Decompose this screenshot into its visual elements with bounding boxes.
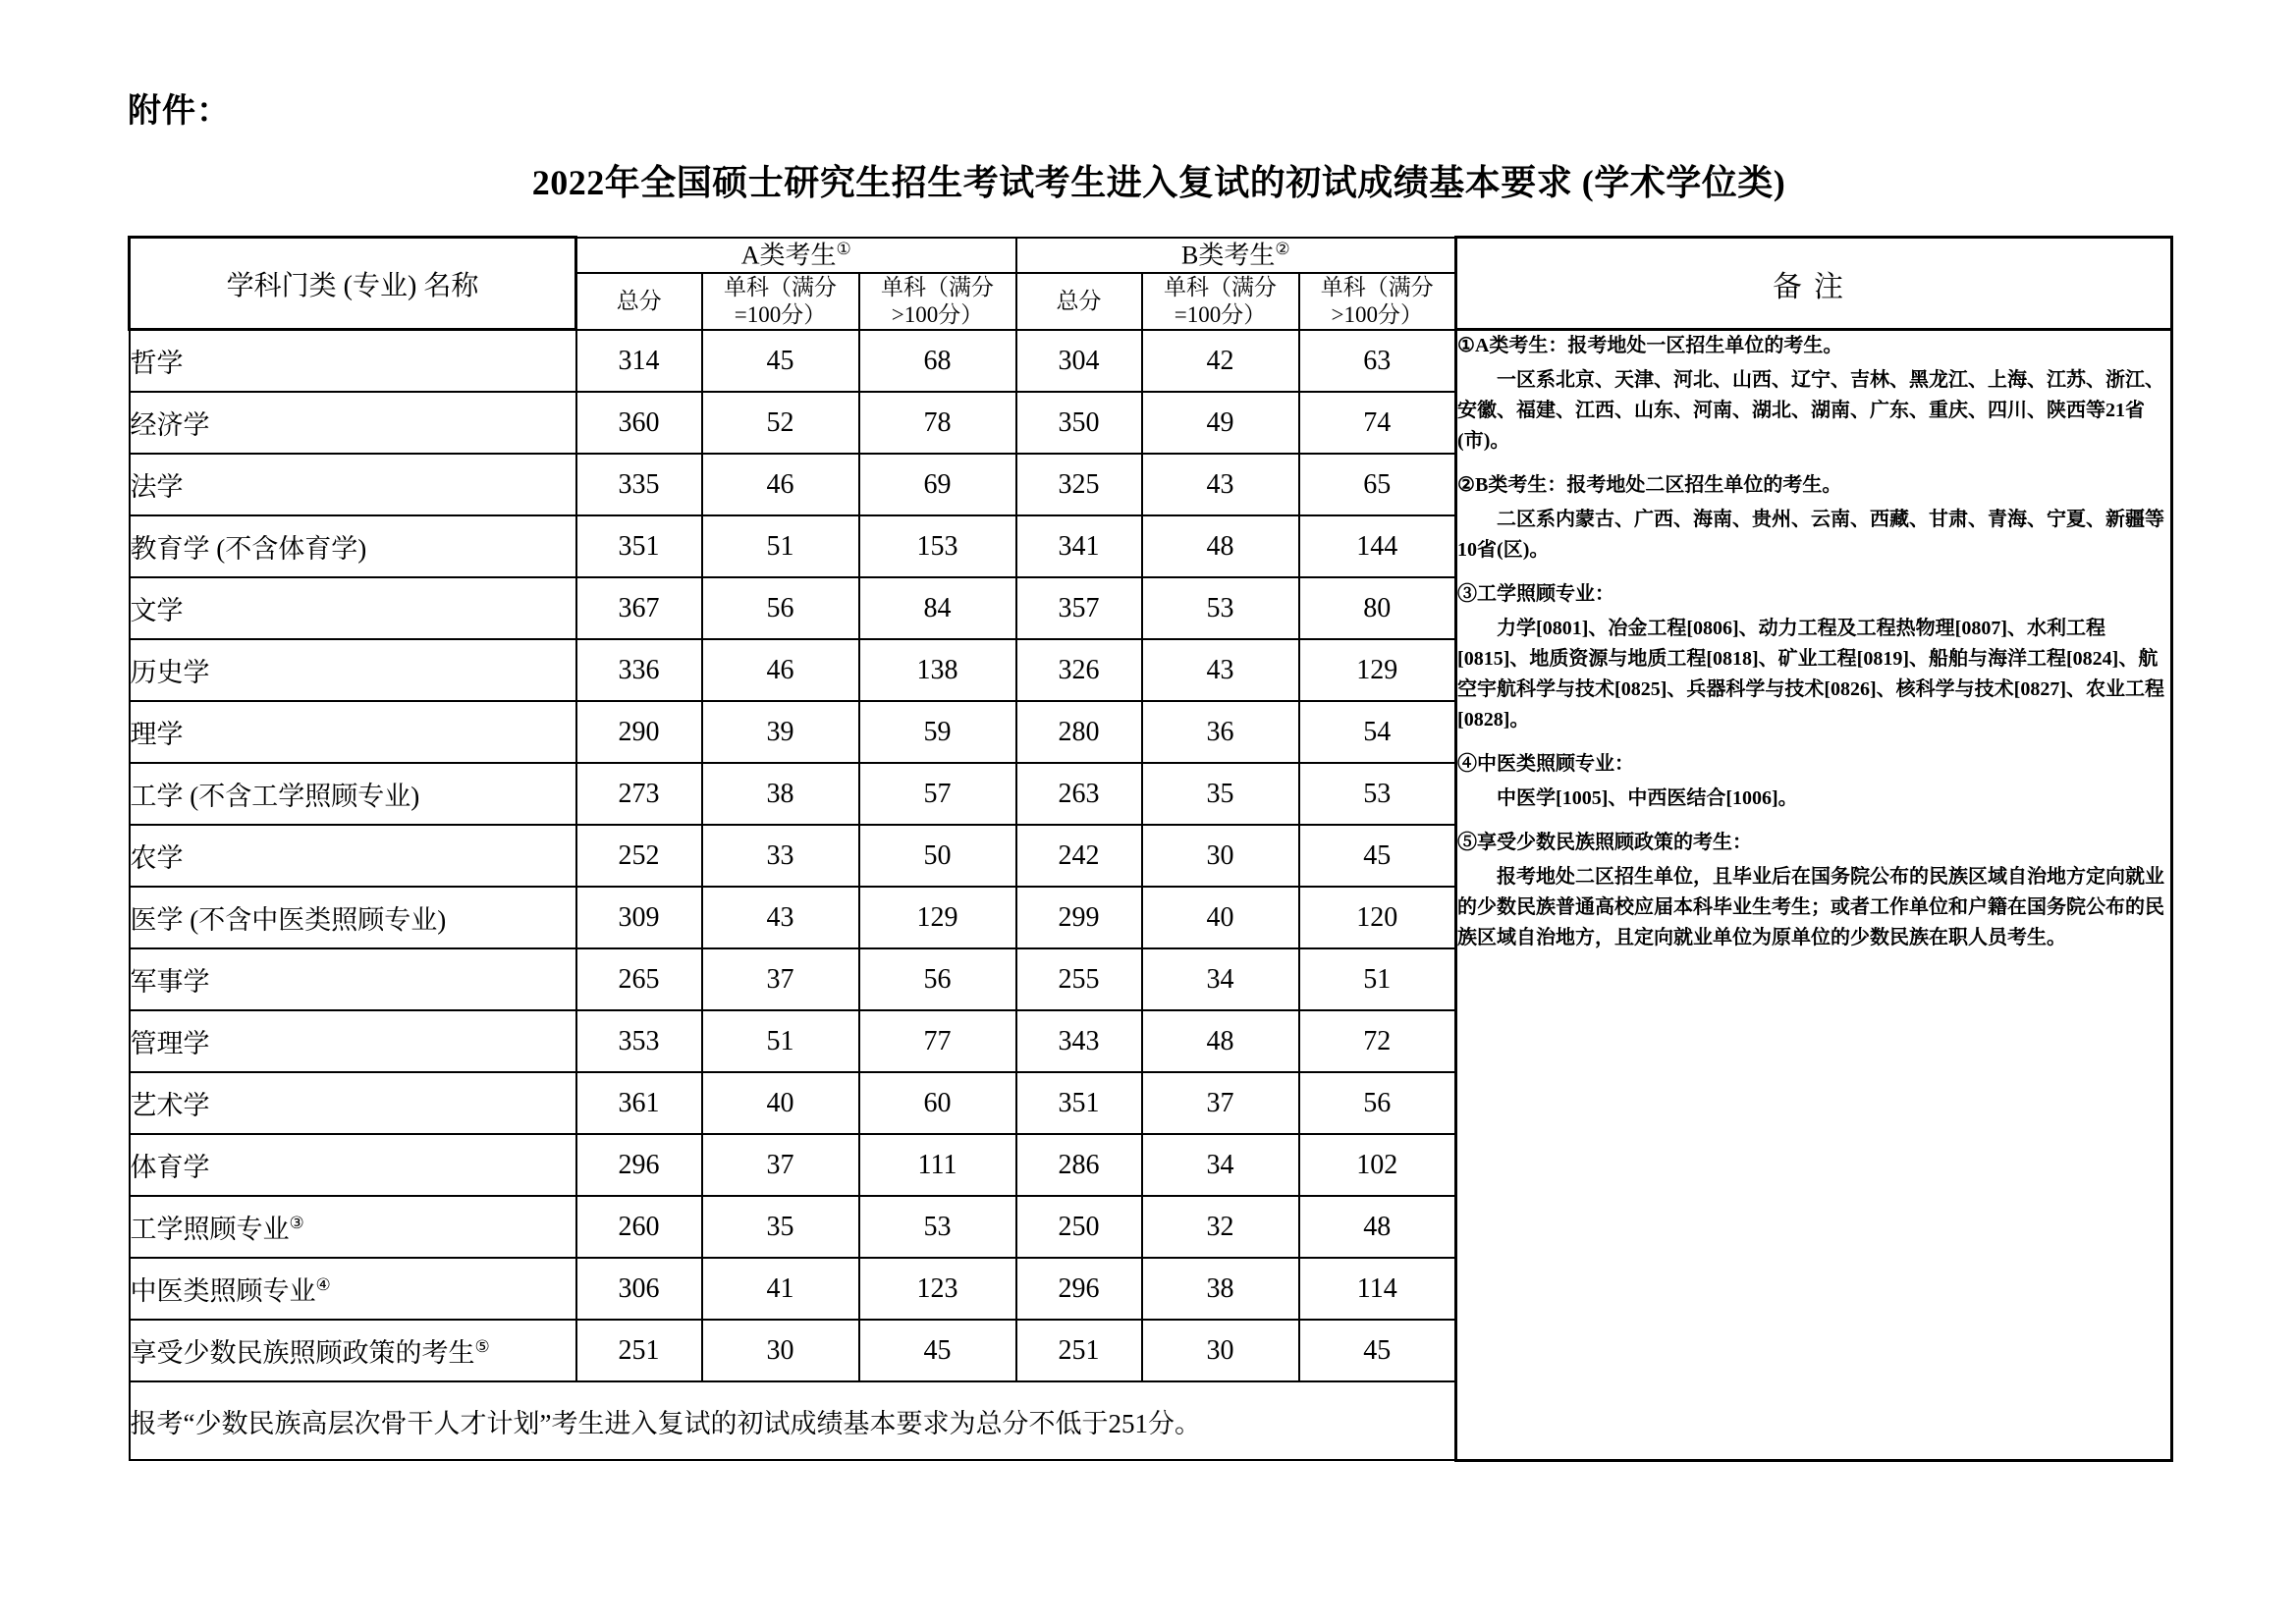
header-a-single-gt100 [859, 273, 1016, 330]
cell-b-eq: 30 [1142, 1320, 1299, 1381]
cell-a-eq: 37 [702, 948, 859, 1010]
cell-b-gt: 56 [1299, 1072, 1456, 1134]
row-discipline-name [130, 1258, 576, 1320]
row-name-text: 教育学 (不含体育学) [130, 534, 367, 565]
row-discipline-name [130, 825, 576, 887]
cell-a-total: 260 [576, 1196, 702, 1258]
cell-a-total: 306 [576, 1258, 702, 1320]
cell-a-gt: 138 [859, 639, 1016, 701]
cell-b-eq: 36 [1142, 701, 1299, 763]
cell-b-gt: 80 [1299, 577, 1456, 639]
cell-b-eq: 40 [1142, 887, 1299, 948]
cell-a-eq: 33 [702, 825, 859, 887]
cell-a-eq: 46 [702, 639, 859, 701]
cell-b-gt: 74 [1299, 392, 1456, 454]
row-name-text: 法学 [130, 472, 184, 503]
cell-b-total: 250 [1016, 1196, 1142, 1258]
cell-b-eq: 30 [1142, 825, 1299, 887]
cell-a-total: 336 [576, 639, 702, 701]
cell-a-gt: 57 [859, 763, 1016, 825]
row-discipline-name [130, 515, 576, 577]
cell-b-gt: 72 [1299, 1010, 1456, 1072]
cell-b-total: 351 [1016, 1072, 1142, 1134]
row-name-superscript: ⑤ [474, 1337, 490, 1357]
cell-b-total: 350 [1016, 392, 1142, 454]
header-b-gt-line2: >100分） [1331, 301, 1424, 327]
row-name-text: 军事学 [130, 967, 210, 998]
row-name-text: 工学照顾专业 [130, 1215, 290, 1245]
cell-b-gt: 63 [1299, 330, 1456, 393]
row-name-superscript: ④ [315, 1275, 331, 1295]
cell-b-eq: 49 [1142, 392, 1299, 454]
cell-b-gt: 120 [1299, 887, 1456, 948]
cell-b-gt: 129 [1299, 639, 1456, 701]
row-name-text: 工学 (不含工学照顾专业) [130, 782, 420, 812]
cell-a-gt: 56 [859, 948, 1016, 1010]
cell-a-gt: 69 [859, 454, 1016, 515]
cell-a-total: 265 [576, 948, 702, 1010]
row-name-text: 享受少数民族照顾政策的考生 [130, 1338, 475, 1369]
cell-a-total: 314 [576, 330, 702, 393]
header-group-b [1016, 238, 1456, 273]
row-name-text: 经济学 [130, 410, 210, 441]
row-discipline-name [130, 1072, 576, 1134]
row-discipline-name [130, 577, 576, 639]
row-discipline-name [130, 763, 576, 825]
row-discipline-name [130, 392, 576, 454]
cell-a-total: 351 [576, 515, 702, 577]
cell-a-total: 361 [576, 1072, 702, 1134]
header-a-total: 总分 [576, 273, 702, 330]
cell-b-gt: 144 [1299, 515, 1456, 577]
cell-b-total: 242 [1016, 825, 1142, 887]
cell-a-total: 309 [576, 887, 702, 948]
header-group-a-label: A类考生 [740, 241, 837, 270]
row-name-superscript: ③ [289, 1214, 304, 1233]
cell-b-gt: 48 [1299, 1196, 1456, 1258]
header-group-a [576, 238, 1016, 273]
cell-b-gt: 45 [1299, 825, 1456, 887]
cell-a-eq: 56 [702, 577, 859, 639]
cell-a-total: 290 [576, 701, 702, 763]
cell-a-total: 367 [576, 577, 702, 639]
cell-b-total: 286 [1016, 1134, 1142, 1196]
remark-n1-title: ①A类考生：报考地处一区招生单位的考生。 [1457, 335, 1843, 357]
header-group-b-label: B类考生 [1180, 241, 1276, 270]
cell-a-total: 251 [576, 1320, 702, 1381]
cell-b-total: 263 [1016, 763, 1142, 825]
row-discipline-name [130, 948, 576, 1010]
cell-a-eq: 52 [702, 392, 859, 454]
remark-n3-body: 力学[0801]、冶金工程[0806]、动力工程及工程热物理[0807]、水利工程[0815]、地质资源与地质工程[0818]、矿业工程[0819]、船舶与海洋工程[0824]、航空宇航科学与技术[0825]、兵器科学与技术[0826]、核科学与技术[0827]、农业工程[0828]。 [1457, 618, 2165, 731]
header-b-gt-line1: 单科（满分 [1320, 274, 1434, 299]
cell-b-total: 304 [1016, 330, 1142, 393]
row-discipline-name [130, 454, 576, 515]
remark-n4-body: 中医学[1005]、中西医结合[1006]。 [1497, 787, 1798, 810]
cell-b-eq: 38 [1142, 1258, 1299, 1320]
header-a-gt-line2: >100分） [891, 301, 984, 327]
row-name-text: 农学 [130, 843, 184, 874]
cell-b-eq: 32 [1142, 1196, 1299, 1258]
cell-a-eq: 37 [702, 1134, 859, 1196]
remark-n1-body: 一区系北京、天津、河北、山西、辽宁、吉林、黑龙江、上海、江苏、浙江、安徽、福建、江西、山东、河南、湖北、湖南、广东、重庆、四川、陕西等21省 (市)。 [1457, 369, 2165, 453]
row-name-text: 历史学 [130, 658, 210, 688]
cell-b-total: 357 [1016, 577, 1142, 639]
row-name-text: 理学 [130, 720, 184, 750]
row-discipline-name [130, 1134, 576, 1196]
cell-a-total: 273 [576, 763, 702, 825]
row-name-text: 文学 [130, 596, 184, 626]
cell-b-total: 296 [1016, 1258, 1142, 1320]
remarks-text [1457, 331, 2170, 953]
cell-b-eq: 43 [1142, 454, 1299, 515]
row-discipline-name [130, 639, 576, 701]
header-b-eq-line1: 单科（满分 [1164, 274, 1278, 299]
cell-a-eq: 41 [702, 1258, 859, 1320]
cell-a-gt: 123 [859, 1258, 1016, 1320]
cell-a-gt: 53 [859, 1196, 1016, 1258]
cell-a-gt: 59 [859, 701, 1016, 763]
cell-a-total: 335 [576, 454, 702, 515]
cell-a-gt: 84 [859, 577, 1016, 639]
cell-a-gt: 78 [859, 392, 1016, 454]
header-a-single-eq100 [702, 273, 859, 330]
page-title: 2022年全国硕士研究生招生考试考生进入复试的初试成绩基本要求 (学术学位类) [531, 163, 1786, 202]
row-name-text: 艺术学 [130, 1091, 210, 1121]
row-name-text: 哲学 [130, 349, 184, 379]
table-header-row-1 [130, 238, 2172, 273]
cell-a-gt: 50 [859, 825, 1016, 887]
cell-b-total: 299 [1016, 887, 1142, 948]
remark-n5-title: ⑤享受少数民族照顾政策的考生： [1457, 832, 1753, 854]
cell-b-eq: 48 [1142, 515, 1299, 577]
cell-a-eq: 51 [702, 1010, 859, 1072]
header-a-gt-line1: 单科（满分 [881, 274, 994, 299]
cell-a-gt: 111 [859, 1134, 1016, 1196]
cell-a-eq: 38 [702, 763, 859, 825]
remark-n3-title: ③工学照顾专业： [1457, 583, 1615, 606]
cell-b-total: 251 [1016, 1320, 1142, 1381]
row-name-text: 体育学 [130, 1153, 210, 1183]
cell-b-eq: 35 [1142, 763, 1299, 825]
cell-b-eq: 53 [1142, 577, 1299, 639]
cell-b-gt: 51 [1299, 948, 1456, 1010]
cell-a-total: 252 [576, 825, 702, 887]
row-discipline-name [130, 1320, 576, 1381]
row-discipline-name [130, 1196, 576, 1258]
cell-a-eq: 46 [702, 454, 859, 515]
header-b-single-gt100 [1299, 273, 1456, 330]
cell-a-eq: 51 [702, 515, 859, 577]
table-body [130, 330, 2172, 1461]
cell-b-total: 325 [1016, 454, 1142, 515]
cell-b-eq: 48 [1142, 1010, 1299, 1072]
cell-a-total: 296 [576, 1134, 702, 1196]
cell-a-eq: 35 [702, 1196, 859, 1258]
cell-b-eq: 34 [1142, 948, 1299, 1010]
table-row [130, 330, 2172, 393]
header-a-eq-line2: =100分） [734, 301, 827, 327]
remarks-cell [1456, 330, 2172, 1461]
cell-a-eq: 39 [702, 701, 859, 763]
remark-n2-body: 二区系内蒙古、广西、海南、贵州、云南、西藏、甘肃、青海、宁夏、新疆等10省(区)。 [1457, 509, 2165, 562]
cell-b-eq: 34 [1142, 1134, 1299, 1196]
cell-b-gt: 65 [1299, 454, 1456, 515]
cell-b-gt: 53 [1299, 763, 1456, 825]
cell-b-total: 341 [1016, 515, 1142, 577]
remark-n2-title: ②B类考生：报考地处二区招生单位的考生。 [1457, 474, 1842, 497]
cell-b-total: 280 [1016, 701, 1142, 763]
cell-a-eq: 45 [702, 330, 859, 393]
cell-a-total: 360 [576, 392, 702, 454]
cell-a-eq: 40 [702, 1072, 859, 1134]
row-discipline-name [130, 701, 576, 763]
attachment-label: 附件： [128, 93, 231, 130]
cell-b-eq: 37 [1142, 1072, 1299, 1134]
cell-b-eq: 43 [1142, 639, 1299, 701]
header-b-single-eq100 [1142, 273, 1299, 330]
header-b-total: 总分 [1016, 273, 1142, 330]
cell-b-gt: 114 [1299, 1258, 1456, 1320]
table-footnote: 报考“少数民族高层次骨干人才计划”考生进入复试的初试成绩基本要求为总分不低于251分。 [130, 1381, 1456, 1460]
remark-n4-title: ④中医类照顾专业： [1457, 753, 1635, 776]
header-a-eq-line1: 单科（满分 [724, 274, 837, 299]
cell-a-gt: 45 [859, 1320, 1016, 1381]
row-name-text: 医学 (不含中医类照顾专业) [130, 905, 447, 936]
cell-a-eq: 30 [702, 1320, 859, 1381]
cell-a-gt: 77 [859, 1010, 1016, 1072]
cell-b-total: 343 [1016, 1010, 1142, 1072]
cell-b-total: 326 [1016, 639, 1142, 701]
header-b-eq-line2: =100分） [1174, 301, 1267, 327]
row-name-text: 管理学 [130, 1029, 210, 1059]
cell-a-gt: 129 [859, 887, 1016, 948]
row-name-text: 中医类照顾专业 [130, 1276, 316, 1307]
cell-b-gt: 54 [1299, 701, 1456, 763]
cell-a-gt: 68 [859, 330, 1016, 393]
cell-b-eq: 42 [1142, 330, 1299, 393]
cell-b-total: 255 [1016, 948, 1142, 1010]
header-group-a-sup: ① [836, 239, 851, 258]
header-discipline: 学科门类 (专业) 名称 [130, 238, 576, 330]
cell-a-eq: 43 [702, 887, 859, 948]
cell-a-total: 353 [576, 1010, 702, 1072]
row-discipline-name [130, 1010, 576, 1072]
cell-b-gt: 45 [1299, 1320, 1456, 1381]
cell-a-gt: 60 [859, 1072, 1016, 1134]
header-remark: 备注 [1456, 238, 2172, 330]
remark-n5-body: 报考地处二区招生单位，且毕业后在国务院公布的民族区域自治地方定向就业的少数民族普通高校应届本科毕业生考生；或者工作单位和户籍在国务院公布的民族区域自治地方，且定向就业单位为原单位的少数民族在职人员考生。 [1457, 866, 2165, 949]
header-group-b-sup: ② [1275, 239, 1290, 258]
score-requirements-table [128, 236, 2173, 1462]
row-discipline-name [130, 330, 576, 393]
cell-b-gt: 102 [1299, 1134, 1456, 1196]
cell-a-gt: 153 [859, 515, 1016, 577]
row-discipline-name [130, 887, 576, 948]
